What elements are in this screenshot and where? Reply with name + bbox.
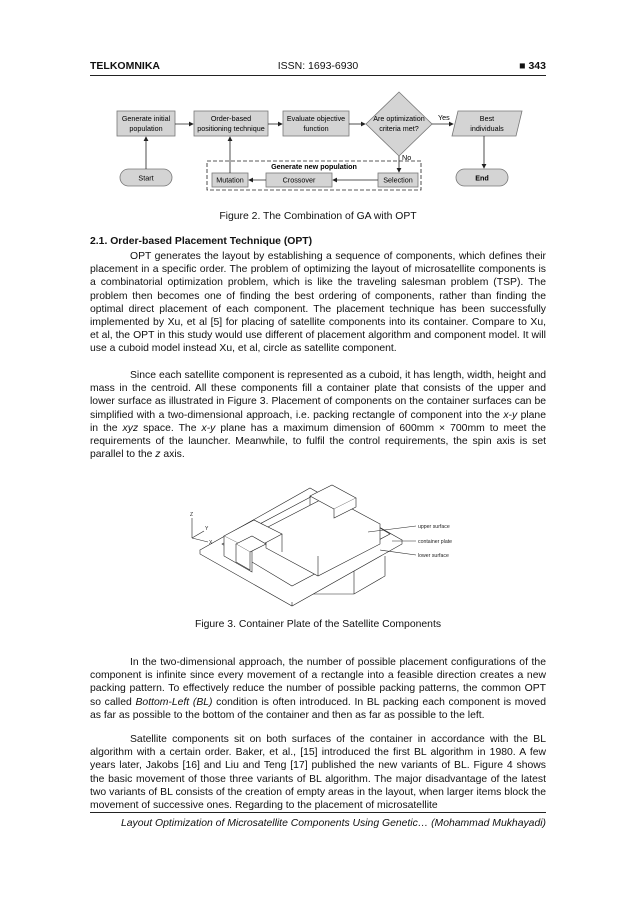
svg-text:Order-based: Order-based <box>210 114 252 123</box>
journal-name: TELKOMNIKA <box>90 60 160 72</box>
start-terminal <box>120 169 172 186</box>
box-evaluate <box>283 111 349 136</box>
running-footer: Layout Optimization of Microsatellite Components Using Genetic… (Mohammad Mukhayadi) <box>120 818 546 829</box>
svg-text:Selection: Selection <box>383 175 413 185</box>
y-axis-label: Y <box>205 526 209 532</box>
svg-text:End: End <box>475 173 489 183</box>
svg-text:Evaluate objective: Evaluate objective <box>286 114 346 123</box>
footer-rule <box>90 812 546 813</box>
figure-2-flowchart <box>90 84 546 196</box>
running-header <box>90 60 546 74</box>
end-terminal <box>456 169 508 186</box>
svg-text:Start: Start <box>138 173 154 183</box>
z-axis-label: Z <box>190 512 194 518</box>
svg-text:criteria met?: criteria met? <box>379 124 419 133</box>
paragraph-2: Since each satellite component is represented as a cuboid, it has length, width, height and mass in the centroid. All these components fill a container plate that consists of the upper and lower surface as illustrated in Figure 3. Placement of components on the container surfaces can be simplified with a two-dimensional approach, i.e. packing rectangle of component into the x-y plane in the xyz space. The x-y plane has a maximum dimension of 600mm × 700mm to meet the requirements of the launcher. Meanwhile, to fulfil the control requirements, the spin axis is set parallel to the z axis. <box>90 370 546 461</box>
svg-text:individuals: individuals <box>470 124 504 133</box>
no-label: No <box>402 153 412 162</box>
container-plate-label: container plate <box>418 539 453 545</box>
box-selection <box>378 173 418 187</box>
paragraph-3: In the two-dimensional approach, the number of possible placement configurations of the component is infinite since every movement of a rectangle into a feasible direction creates a new packing pattern. To effectively reduce the number of possible packing patterns, the common OPT so called Bottom-Left (BL) condition is often introduced. In BL packing each component is moved as far as possible to the bottom of the container and then as far as possible to the left. <box>90 657 546 721</box>
section-heading: 2.1. Order-based Placement Technique (OPT) <box>90 236 313 247</box>
issn: ISSN: 1693-6930 <box>277 60 359 72</box>
box-crossover <box>266 173 332 187</box>
svg-text:positioning technique: positioning technique <box>197 124 265 133</box>
yes-label: Yes <box>438 113 450 122</box>
svg-text:Generate initial: Generate initial <box>121 114 171 123</box>
x-axis-label: X <box>209 540 213 546</box>
square-bullet-icon: ■ <box>519 60 526 72</box>
box-mutation <box>212 173 248 187</box>
svg-text:population: population <box>129 124 163 133</box>
figure-3-caption: Figure 3. Container Plate of the Satellite Components <box>194 619 442 630</box>
box-order-based <box>194 111 268 136</box>
svg-text:Crossover: Crossover <box>282 175 316 185</box>
diamond-criteria <box>366 92 432 156</box>
svg-text:Best: Best <box>479 114 495 123</box>
svg-text:function: function <box>303 124 329 133</box>
parallelogram-best <box>452 111 522 136</box>
svg-text:Are optimization: Are optimization <box>373 114 425 123</box>
paragraph-4: Satellite components sit on both surfaces of the container in accordance with the BL algorithm with a certain order. Baker, et al., [15] introduced the first BL algorithm in 1980. A few years later, Jakobs [16] and Liu and Teng [17] published the new variants of BL. Figure 4 shows the basic movement of those three variants of BL algorithm. The major disadvantage of the latest two variants of BL consists of the creation of empty areas in the layout, when larger items block the movement of successive ones. Regarding to the placement of microsatellite <box>90 734 546 812</box>
svg-text:Mutation: Mutation <box>216 175 244 185</box>
paragraph-1: OPT generates the layout by establishing a sequence of components, which defines their placement in a specific order. The problem of optimizing the layout of microsatellite components is a combinatorial optimization problem, which is like the traveling salesman problem (TSP). The problem then becomes one of finding the best ordering of components, rather than finding the optimal direct placement of each component. The placement technique has been successfully implemented by Xu, et al [5] for placing of satellite components into its container. Compare to Xu, et al, the OPT in this study would use different of placement algorithm and component model. It will use a cuboid model instead Xu, et al, circle as satellite component. <box>90 251 546 355</box>
page-number: ■ 343 <box>519 60 546 72</box>
figure-3-container-plate <box>170 478 470 608</box>
header-rule <box>90 75 546 76</box>
lower-surface-label: lower surface <box>418 553 449 559</box>
box-generate-initial <box>117 111 175 136</box>
figure-2-caption: Figure 2. The Combination of GA with OPT <box>219 211 417 222</box>
group-label: Generate new population <box>271 162 357 171</box>
upper-surface-label: upper surface <box>418 524 450 530</box>
